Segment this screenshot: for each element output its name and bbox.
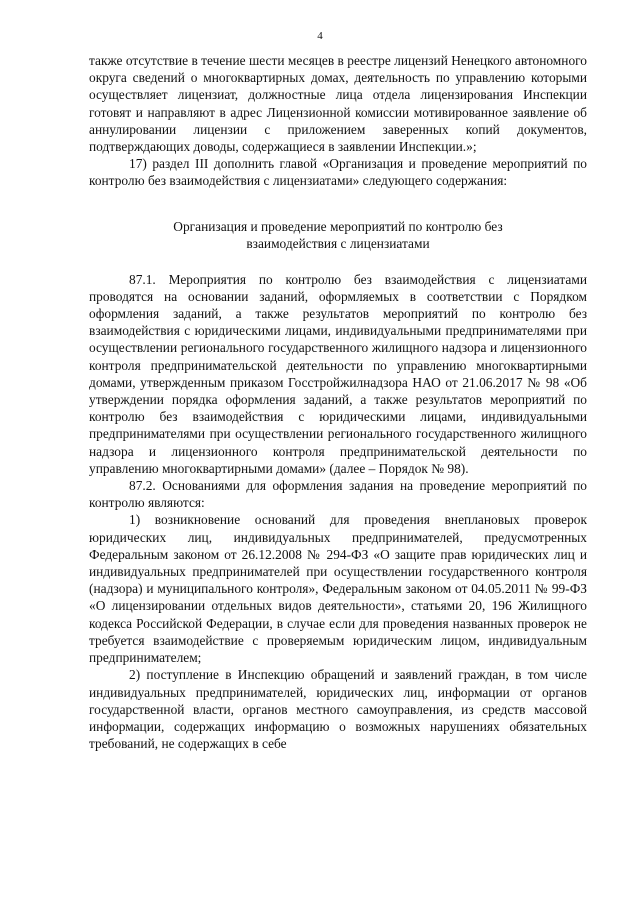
section-heading <box>89 218 587 253</box>
section-heading-line-2: взаимодействия с лицензиатами <box>246 236 430 252</box>
document-body <box>89 52 587 752</box>
page-number: 4 <box>317 30 323 42</box>
paragraph-continuation: также отсутствие в течение шести месяцев в реестре лицензий Ненецкого автономного округа сведений о многоквартирных домах, деятельность по управлению которыми осуществляет лицензиат, должностные лица отдела лицензирования Инспекции готовят и направляют в адрес Лицензионной комиссии мотивированное заявление об аннулировании лицензии с приложением заверенных копий документов, подтверждающих доводы, содержащиеся в заявлении Инспекции.»; <box>89 53 587 155</box>
paragraph-basis-1: 1) возникновение оснований для проведения внеплановых проверок юридических лиц, индивидуальных предпринимателей, предусмотренных Федеральным законом от 26.12.2008 № 294-ФЗ «О защите прав юридических лиц и индивидуальных предпринимателей при осуществлении государственного контроля (надзора) и муниципального контроля», Федеральным законом от 04.05.2011 № 99-ФЗ «О лицензировании отдельных видов деятельности», статьями 20, 196 Жилищного кодекса Российской Федерации, в случае если для проведения названных проверок не требуется взаимодействие с проверяемым юридическим лицом, индивидуальным предпринимателем; <box>89 512 587 666</box>
paragraph-87-1: 87.1. Мероприятия по контролю без взаимодействия с лицензиатами проводятся на основании заданий, оформляемых в соответствии с Порядком оформления заданий, а также результатов мероприятий по контролю без взаимодействия с юридическими лицами, индивидуальными предпринимателями при осуществлении регионального государственного жилищного надзора и лицензионного контроля предпринимательской деятельности по управлению многоквартирными домами, утвержденным приказом Госстройжилнадзора НАО от 21.06.2017 № 98 «Об утверждении порядка оформления заданий, а также результатов мероприятий по контролю без взаимодействия с юридическими лицами, индивидуальными предпринимателями при осуществлении регионального государственного жилищного надзора и лицензионного контроля предпринимательской деятельности по управлению многоквартирными домами» (далее – Порядок № 98). <box>89 271 587 476</box>
paragraph-basis-2: 2) поступление в Инспекцию обращений и заявлений граждан, в том числе индивидуальных предпринимателей, юридических лиц, информации от органов государственной власти, органов местного самоуправления, из средств массовой информации, содержащих информацию о возможных нарушениях обязательных требований, не содержащих в себе <box>89 667 587 752</box>
section-heading-line-1: Организация и проведение мероприятий по контролю без <box>173 218 503 234</box>
paragraph-item-17: 17) раздел III дополнить главой «Организация и проведение мероприятий по контролю без взаимодействия с лицензиатами» следующего содержания: <box>89 156 587 189</box>
paragraph-87-2: 87.2. Основаниями для оформления задания на проведение мероприятий по контролю являются: <box>89 478 587 511</box>
